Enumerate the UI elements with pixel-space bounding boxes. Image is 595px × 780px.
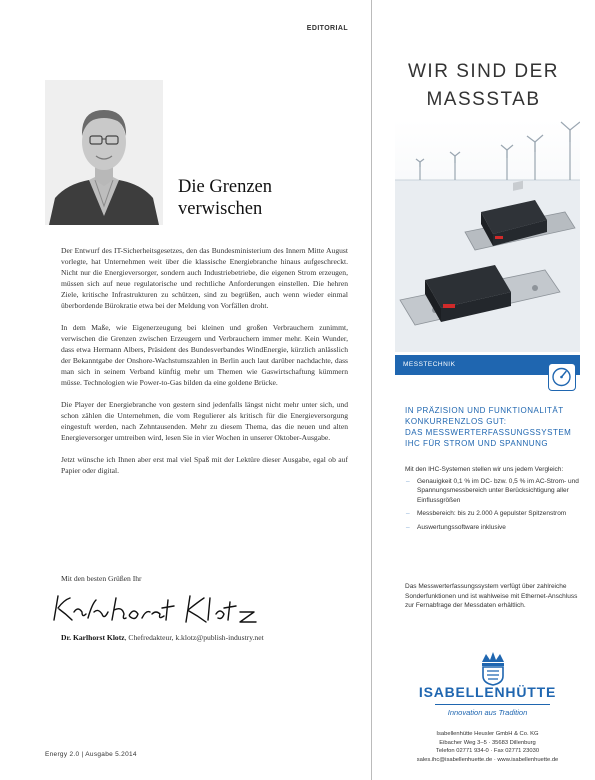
author-credit <box>61 632 348 643</box>
editorial-body <box>61 245 348 476</box>
product-photo <box>395 120 580 352</box>
address-line[interactable]: sales.ihc@isabellenhuette.de · www.isabellenhuette.de <box>416 756 559 763</box>
address-line: Telefon 02771 934-0 · Fax 02771 23030 <box>435 748 540 755</box>
paragraph: Die Player der Energiebranche von gestern sind jedenfalls längst nicht mehr unter sich, und schon zählen die Unternehmen, die vom Regulierer als kritisch für die Energieversorgung eingestuft werden, nach Zehntausenden. Mehr zu diesem Thema, das die neuen und alten Energieversorger umtreiben wird, lesen Sie in vier Wochen in unserer Oktober-Ausgabe. <box>61 400 348 442</box>
list-item: _ Messbereich: bis zu 2.000 A gepulster Spitzenstrom <box>405 509 580 519</box>
list-item: _ Genauigkeit 0,1 % im DC- bzw. 0,5 % im AC-Strom- und Spannungsmessbereich unter Berücksichtigung aller Einflussgrößen <box>405 477 580 506</box>
category-label: MESSTECHNIK <box>403 361 456 368</box>
paragraph: In dem Maße, wie Eigenerzeugung bei kleinen und großen Verbrauchern zunimmt, verwischen die Grenzen zwischen Erzeugern und Verbrauchern immer mehr. Kein Wunder, dass etwa Hermann Albers, Präsident des Bundesverbandes WindEnergie, kürzlich anlässlich der Bekanntgabe der Onshore-Wachstumszahlen in Berlin auch laut darüber nachdachte, dass man sich in seinem Verband künftig mehr um Themen wie Gaswirtschaftung kümmern müsse. Technologien wie Power-to-Gas bilden da eine goldene Brücke. <box>61 323 348 387</box>
headline-line-2: verwischen <box>178 199 263 219</box>
page-footer: Energy 2.0 | Ausgabe 5.2014 <box>45 751 137 758</box>
list-item: _ Auswertungssoftware inklusive <box>405 523 580 533</box>
section-label: EDITORIAL <box>306 25 348 32</box>
author-role: , Chefredakteur, k.klotz@publish-industry.net <box>124 633 264 642</box>
logo-divider <box>435 704 550 705</box>
brand-logo: ISABELLENHÜTTE <box>418 684 557 700</box>
column-divider <box>371 0 372 780</box>
ad-body <box>405 465 580 537</box>
ad-title-line-2: MASSSTAB <box>426 89 541 110</box>
subhead-line: IHC FÜR STROM UND SPANNUNG <box>405 439 549 448</box>
brand-tagline: Innovation aus Tradition <box>447 708 528 717</box>
subhead-line: IN PRÄZISION UND FUNKTIONALITÄT <box>405 406 564 415</box>
ad-intro: Mit den IHC-Systemen stellen wir uns jedem Vergleich: <box>405 466 564 473</box>
signature <box>48 590 268 630</box>
portrait-image <box>45 80 163 225</box>
subhead-line: DAS MESSWERTERFASSUNGSSYSTEM <box>405 428 572 437</box>
ad-title <box>372 58 595 114</box>
author-portrait <box>45 80 163 225</box>
headline-line-1: Die Grenzen <box>178 177 272 197</box>
feature-list <box>405 477 580 533</box>
closing-line: Mit den besten Grüßen Ihr <box>61 574 142 583</box>
address-line: Eibacher Weg 3–5 · 35683 Dillenburg <box>439 739 536 746</box>
address-line: Isabellenhütte Heusler GmbH & Co. KG <box>436 731 539 737</box>
company-address <box>395 730 580 764</box>
gauge-icon <box>548 363 576 391</box>
ad-title-line-1: WIR SIND DER <box>408 61 559 82</box>
product-image <box>395 120 580 352</box>
author-name: Dr. Karlhorst Klotz <box>61 633 125 642</box>
handwritten-signature-image <box>48 590 268 630</box>
ad-subhead <box>405 405 585 449</box>
paragraph: Der Entwurf des IT-Sicherheitsgesetzes, den das Bundesministerium des Innern Mitte August vorlegte, hat Unternehmen weit über die klassische Energiebranche hinaus aufgeschreckt. Nicht nur die Energieversorger, sondern auch Industriebetriebe, die eigenen Strom erzeugen, müssen sich auf neue regulatorische und rechtliche Anforderungen einstellen. Die hehren Ziele, kritische Infrastrukturen zu schützen, sind zu begrüßen, auch wenn wieder einmal überbordende Bürokratie etwa bei der Meldung von Vorfällen droht. <box>61 246 348 310</box>
ad-note: Das Messwerterfassungssystem verfügt über zahlreiche Sonderfunktionen und ist wahlweise mit Ethernet-Anschluss zur Fernabfrage der Messdaten erhältlich. <box>405 583 578 610</box>
page-title <box>178 176 348 220</box>
crown-emblem-icon <box>478 650 508 686</box>
subhead-line: KONKURRENZLOS GUT: <box>405 417 507 426</box>
paragraph: Jetzt wünsche ich Ihnen aber erst mal viel Spaß mit der Lektüre dieser Ausgabe, egal ob auf Papier oder digital. <box>61 455 348 475</box>
